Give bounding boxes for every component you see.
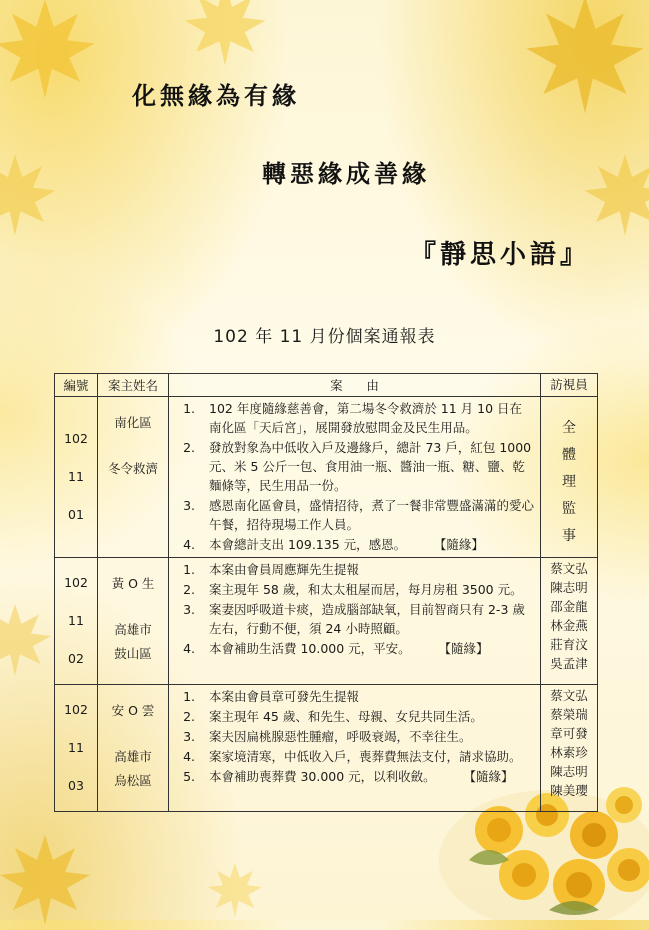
tag-label: 【隨緣】 <box>444 641 489 656</box>
case-details <box>169 685 541 812</box>
tag-label: 【隨緣】 <box>440 537 484 552</box>
case-details <box>169 558 541 685</box>
header-case-reason: 案 由 <box>169 374 541 397</box>
list-item: 2. 發放對象為中低收入戶及邊緣戶，總計 73 戶，紅包 1000 元、米 5 公斤一包、食用油一瓶、醬油一瓶、糖、鹽、乾麵條等，民生用品一份。 <box>183 440 532 493</box>
visitor-list: 蔡文弘 蔡榮瑞 章可發 林素珍 陳志明 陳美瓔 <box>541 685 598 812</box>
list-item: 4. 案家境清寒，中低收入戶，喪葬費無法支付，請求協助。 <box>183 749 522 764</box>
case-number: 102 11 02 <box>55 558 98 685</box>
header-client-name: 案主姓名 <box>98 374 169 397</box>
list-item: 1. 本案由會員周應輝先生提報 <box>183 562 360 577</box>
maple-leaf-icon <box>0 600 55 680</box>
table-row <box>55 397 598 558</box>
quote-line-2: 轉惡緣成善緣 <box>262 159 430 188</box>
list-item: 1. 102 年度隨緣慈善會，第二場冬令救濟於 11 月 10 日在南化區「天后宮」，展開發放慰問金及民生用品。 <box>183 401 523 435</box>
case-details <box>169 397 541 558</box>
list-item: 4. 本會補助生活費 10.000 元，平安。 【隨緣】 <box>183 641 489 656</box>
maple-leaf-icon <box>0 0 100 104</box>
visitor-list: 全 體 理 監 事 <box>541 397 598 558</box>
quote-line-1: 化無緣為有緣 <box>132 81 300 110</box>
header-visitors: 訪視員 <box>541 374 598 397</box>
tag-label: 【隨緣】 <box>469 769 514 784</box>
maple-leaf-icon <box>580 150 649 240</box>
list-item: 3. 感恩南化區會員，盛情招待，煮了一餐非常豐盛滿滿的愛心午餐，招待現場工作人員。 <box>183 498 535 532</box>
case-report-table <box>54 373 598 812</box>
table-row <box>55 558 598 685</box>
list-item: 3. 案妻因呼吸道卡痰，造成腦部缺氧，目前智商只有 2-3 歲左右，行動不便，須 24 小時照顧。 <box>183 602 525 636</box>
client-name: 南化區 冬令救濟 <box>98 397 169 558</box>
table-row <box>55 685 598 812</box>
client-name: 黃 O 生 高雄市 鼓山區 <box>98 558 169 685</box>
maple-leaf-icon <box>520 0 649 120</box>
list-item: 2. 案主現年 45 歲、和先生、母親、女兒共同生活。 <box>183 709 483 724</box>
list-item: 2. 案主現年 58 歲，和太太租屋而居，每月房租 3500 元。 <box>183 582 523 597</box>
header-number: 編號 <box>55 374 98 397</box>
quote-source: 『靜思小語』 <box>410 240 591 270</box>
case-number: 102 11 01 <box>55 397 98 558</box>
maple-leaf-icon <box>0 150 60 240</box>
case-number: 102 11 03 <box>55 685 98 812</box>
client-name: 安 O 雲 高雄市 烏松區 <box>98 685 169 812</box>
list-item: 5. 本會補助喪葬費 30.000 元，以利收斂。 【隨緣】 <box>183 769 514 784</box>
list-item: 3. 案夫因扁桃腺惡性腫瘤，呼吸衰竭，不幸往生。 <box>183 729 472 744</box>
table-header-row <box>55 374 598 397</box>
visitor-list: 蔡文弘 陳志明 邵金龍 林金燕 莊育汶 吳孟津 <box>541 558 598 685</box>
list-item: 4. 本會總計支出 109.135 元，感恩。 【隨緣】 <box>183 537 484 552</box>
maple-leaf-icon <box>200 860 270 920</box>
page-title: 102 年 11 月份個案通報表 <box>213 327 436 347</box>
maple-leaf-icon <box>180 0 270 70</box>
list-item: 1. 本案由會員章可發先生提報 <box>183 689 360 704</box>
maple-leaf-icon <box>0 830 100 930</box>
